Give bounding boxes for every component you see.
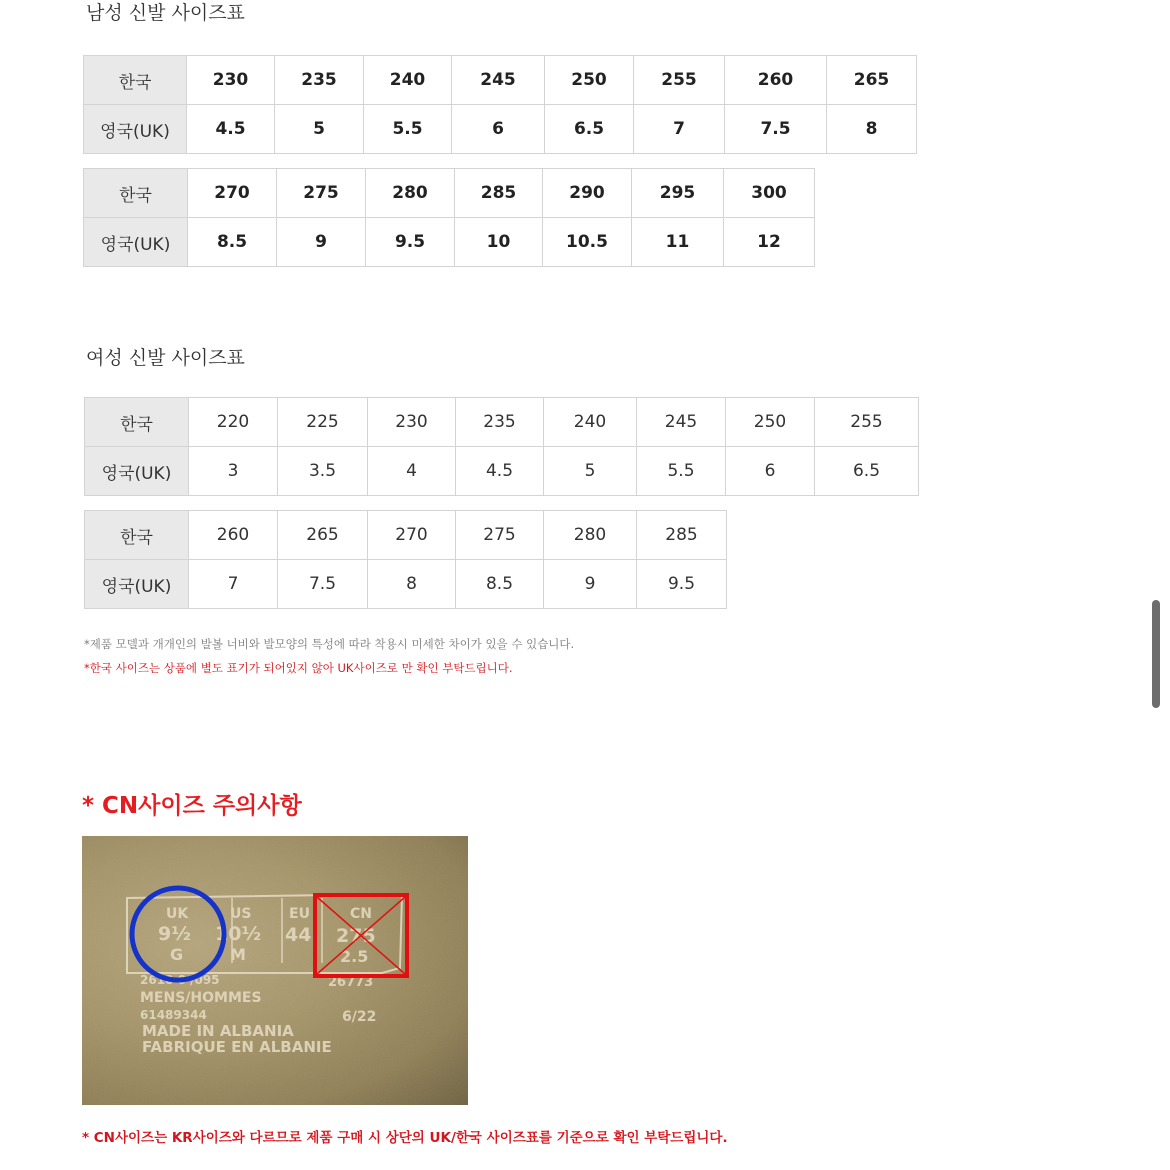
kr-size-cell: 250 — [545, 56, 634, 105]
uk-size-notice: *한국 사이즈는 상품에 별도 표기가 되어있지 않아 UK사이즈로 만 확인 부탁드립니다. — [84, 661, 513, 675]
uk-size-cell: 6 — [452, 105, 545, 154]
kr-size-cell: 245 — [452, 56, 545, 105]
uk-size-cell: 9 — [544, 560, 637, 609]
uk-size-cell: 8 — [827, 105, 917, 154]
kr-size-cell: 235 — [456, 398, 544, 447]
uk-size-cell: 5.5 — [364, 105, 452, 154]
kr-size-cell: 245 — [637, 398, 726, 447]
table-row — [84, 218, 815, 267]
label-us-value: 10½ — [215, 923, 262, 945]
kr-size-cell: 270 — [368, 511, 456, 560]
kr-size-cell: 265 — [827, 56, 917, 105]
uk-size-cell: 7 — [634, 105, 725, 154]
uk-size-cell: 4.5 — [456, 447, 544, 496]
label-fabrique: FABRIQUE EN ALBANIE — [142, 1038, 332, 1056]
uk-size-cell: 3 — [189, 447, 278, 496]
label-uk-width: G — [170, 945, 184, 964]
cn-size-notice: * CN사이즈는 KR사이즈와 다르므로 제품 구매 시 상단의 UK/한국 사이즈표를 기준으로 확인 부탁드립니다. — [82, 1130, 728, 1146]
table-row — [85, 560, 727, 609]
kr-size-cell: 230 — [187, 56, 275, 105]
kr-size-cell: 260 — [189, 511, 278, 560]
uk-size-cell: 6.5 — [545, 105, 634, 154]
women-size-title: 여성 신발 사이즈표 — [86, 347, 245, 369]
label-code-right: 26773 — [328, 975, 374, 990]
label-mens: MENS/HOMMES — [140, 990, 262, 1006]
label-uk-head: UK — [166, 906, 189, 922]
uk-size-cell: 12 — [724, 218, 815, 267]
men-size-title: 남성 신발 사이즈표 — [86, 2, 245, 24]
uk-size-cell: 4 — [368, 447, 456, 496]
label-cn-sub: 2.5 — [340, 947, 369, 966]
kr-size-cell: 280 — [366, 169, 455, 218]
table-row — [84, 56, 917, 105]
uk-header-cell: 영국(UK) — [85, 560, 189, 609]
table-row — [85, 398, 919, 447]
uk-size-cell: 5 — [275, 105, 364, 154]
kr-size-cell: 280 — [544, 511, 637, 560]
men-size-table-2 — [83, 168, 815, 267]
uk-size-cell: 7 — [189, 560, 278, 609]
kr-size-cell: 220 — [189, 398, 278, 447]
kr-size-cell: 290 — [543, 169, 632, 218]
uk-size-cell: 9.5 — [366, 218, 455, 267]
kr-size-cell: 240 — [544, 398, 637, 447]
cn-size-caution-title: * CN사이즈 주의사항 — [82, 793, 302, 819]
uk-size-cell: 5 — [544, 447, 637, 496]
uk-size-cell: 10.5 — [543, 218, 632, 267]
kr-size-cell: 240 — [364, 56, 452, 105]
uk-size-cell: 6.5 — [815, 447, 919, 496]
label-us-width: M — [230, 945, 246, 964]
kr-size-cell: 255 — [815, 398, 919, 447]
kr-size-cell: 285 — [637, 511, 727, 560]
table-row — [84, 169, 815, 218]
uk-size-cell: 7.5 — [278, 560, 368, 609]
men-size-table-1 — [83, 55, 917, 154]
kr-size-cell: 250 — [726, 398, 815, 447]
kr-header-cell: 한국 — [85, 398, 189, 447]
kr-header-cell: 한국 — [84, 169, 188, 218]
kr-size-cell: 255 — [634, 56, 725, 105]
kr-size-cell: 230 — [368, 398, 456, 447]
kr-size-cell: 275 — [456, 511, 544, 560]
kr-header-cell: 한국 — [85, 511, 189, 560]
uk-size-cell: 9 — [277, 218, 366, 267]
size-label-illustration — [82, 836, 468, 1105]
fit-disclaimer-note: *제품 모델과 개개인의 발볼 너비와 발모양의 특성에 따라 착용시 미세한 차이가 있을 수 있습니다. — [84, 637, 575, 651]
uk-size-cell: 5.5 — [637, 447, 726, 496]
kr-size-cell: 235 — [275, 56, 364, 105]
uk-size-cell: 10 — [455, 218, 543, 267]
kr-size-cell: 295 — [632, 169, 724, 218]
kr-header-cell: 한국 — [84, 56, 187, 105]
table-row — [84, 105, 917, 154]
label-made: MADE IN ALBANIA — [142, 1022, 294, 1040]
label-uk-value: 9½ — [158, 923, 191, 945]
uk-header-cell: 영국(UK) — [84, 218, 188, 267]
shoe-size-label-photo — [82, 836, 468, 1105]
women-size-table-2 — [84, 510, 727, 609]
label-us-head: US — [230, 906, 252, 922]
women-size-table-1 — [84, 397, 919, 496]
uk-header-cell: 영국(UK) — [85, 447, 189, 496]
uk-size-cell: 11 — [632, 218, 724, 267]
uk-size-cell: 9.5 — [637, 560, 727, 609]
uk-size-cell: 7.5 — [725, 105, 827, 154]
label-date: 6/22 — [342, 1009, 377, 1025]
table-row — [85, 511, 727, 560]
kr-size-cell: 285 — [455, 169, 543, 218]
kr-size-cell: 275 — [277, 169, 366, 218]
kr-size-cell: 225 — [278, 398, 368, 447]
kr-size-cell: 300 — [724, 169, 815, 218]
label-eu-head: EU — [289, 906, 310, 922]
uk-size-cell: 8.5 — [456, 560, 544, 609]
uk-size-cell: 4.5 — [187, 105, 275, 154]
table-row — [85, 447, 919, 496]
kr-size-cell: 265 — [278, 511, 368, 560]
kr-size-cell: 270 — [188, 169, 277, 218]
uk-size-cell: 8 — [368, 560, 456, 609]
label-eu-value: 44 — [285, 924, 312, 946]
uk-size-cell: 3.5 — [278, 447, 368, 496]
label-code-line: 2610 0 /095 — [140, 973, 220, 987]
label-cn-value: 275 — [336, 925, 376, 947]
uk-size-cell: 8.5 — [188, 218, 277, 267]
uk-size-cell: 6 — [726, 447, 815, 496]
scrollbar-thumb[interactable] — [1152, 600, 1160, 708]
label-cn-head: CN — [350, 906, 372, 922]
label-barcode: 61489344 — [140, 1008, 207, 1022]
kr-size-cell: 260 — [725, 56, 827, 105]
uk-header-cell: 영국(UK) — [84, 105, 187, 154]
